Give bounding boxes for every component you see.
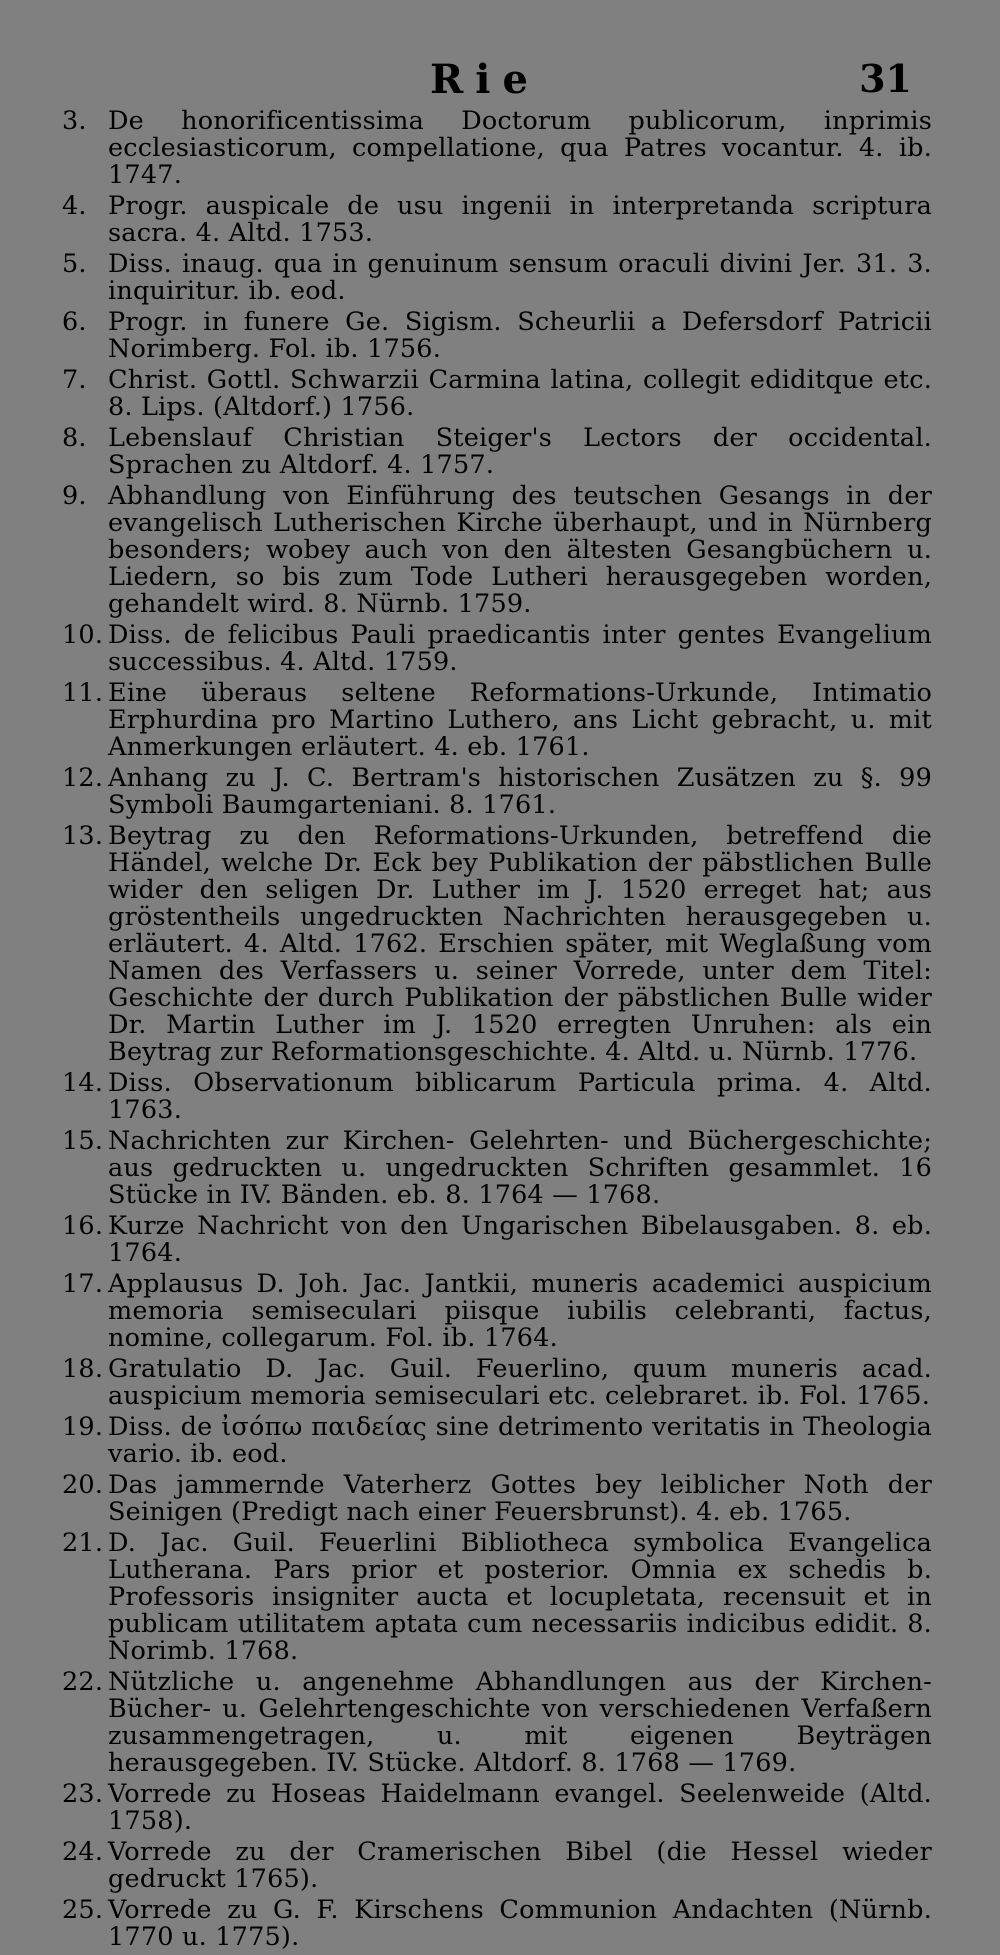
entry-text: Beytrag zu den Reformations-Urkunden, betreffend die Händel, welche Dr. Eck bey Publikation der päbstlichen Bulle wider den seligen Dr. Luther im J. 1520 erreget hat; aus gröstentheils ungedruckten Nachrichten herausgegeben u. erläutert. 4. Altd. 1762. Erschien später, mit Weglaßung vom Namen des Verfassers u. seiner Vorrede, unter dem Titel: Geschichte der durch Publikation der päbstlichen Bulle wider Dr. Martin Luther im J. 1520 erregten Unruhen: als ein Beytrag zur Reformationsgeschichte. 4. Altd. u. Nürnb. 1776. (108, 821, 932, 1067)
entry-number: 6. (62, 307, 87, 337)
entry-number: 9. (62, 481, 87, 511)
running-head: Rie (430, 56, 540, 103)
bibliography-entry (62, 1781, 932, 1835)
entry-text: Nachrichten zur Kirchen- Gelehrten- und Büchergeschichte; aus gedruckten u. ungedruckten Schriften gesammlet. 16 Stücke in IV. Bänden. eb. 8. 1764 — 1768. (108, 1126, 932, 1210)
entry-number: 17. (62, 1269, 104, 1299)
entry-text: Christ. Gottl. Schwarzii Carmina latina, collegit ediditque etc. 8. Lips. (Altdorf.) 1756. (108, 365, 932, 422)
bibliography-entry (62, 765, 932, 819)
entry-text: Kurze Nachricht von den Ungarischen Bibelausgaben. 8. eb. 1764. (108, 1211, 932, 1268)
entry-number: 21. (62, 1528, 104, 1558)
bibliography-entry (62, 483, 932, 618)
entry-text: Applausus D. Joh. Jac. Jantkii, muneris academici auspicium memoria semiseculari piisque iubilis celebranti, factus, nomine, collegarum. Fol. ib. 1764. (108, 1269, 932, 1353)
bibliography-entry (62, 251, 932, 305)
bibliography-entry (62, 425, 932, 479)
entry-number: 12. (62, 763, 104, 793)
entry-text: Progr. auspicale de usu ingenii in interpretanda scriptura sacra. 4. Altd. 1753. (108, 191, 932, 248)
bibliography-entry (62, 193, 932, 247)
bibliography-entry (62, 680, 932, 761)
entry-number: 22. (62, 1667, 104, 1697)
entry-text: Diss. de felicibus Pauli praedicantis inter gentes Evangelium successibus. 4. Altd. 1759. (108, 620, 932, 677)
bibliography-entry (62, 622, 932, 676)
entry-text: Lebenslauf Christian Steiger's Lectors der occidental. Sprachen zu Altdorf. 4. 1757. (108, 423, 932, 480)
bibliography-entry (62, 108, 932, 189)
bibliography-entry (62, 1070, 932, 1124)
entry-text: Diss. Observationum biblicarum Particula prima. 4. Altd. 1763. (108, 1068, 932, 1125)
entry-number: 20. (62, 1470, 104, 1500)
bibliography-entry (62, 1128, 932, 1209)
entry-text: Nützliche u. angenehme Abhandlungen aus der Kirchen-Bücher- u. Gelehrtengeschichte von verschiedenen Verfaßern zusammengetragen, u. mit eigenen Beyträgen herausgegeben. IV. Stücke. Altdorf. 8. 1768 — 1769. (108, 1667, 932, 1778)
bibliography-entry (62, 1213, 932, 1267)
entry-number: 7. (62, 365, 87, 395)
bibliography-entry (62, 1839, 932, 1893)
bibliography-entry (62, 1472, 932, 1526)
bibliography-entry (62, 367, 932, 421)
entry-number: 14. (62, 1068, 104, 1098)
bibliography-entry (62, 823, 932, 1066)
bibliography-entry (62, 1530, 932, 1665)
entry-text: Diss. de ἰσόπω παιδείας sine detrimento veritatis in Theologia vario. ib. eod. (108, 1412, 932, 1469)
entry-text: Vorrede zu Hoseas Haidelmann evangel. Seelenweide (Altd. 1758). (108, 1779, 932, 1836)
entry-text: Abhandlung von Einführung des teutschen Gesangs in der evangelisch Lutherischen Kirche überhaupt, und in Nürnberg besonders; wobey auch von den ältesten Gesangbüchern u. Liedern, so bis zum Tode Lutheri herausgegeben worden, gehandelt wird. 8. Nürnb. 1759. (108, 481, 932, 619)
bibliography-entry (62, 1356, 932, 1410)
entry-text: D. Jac. Guil. Feuerlini Bibliotheca symbolica Evangelica Lutherana. Pars prior et posterior. Omnia ex schedis b. Professoris insigniter aucta et locupletata, recensuit et in publicam utilitatem aptata cum necessariis indicibus edidit. 8. Norimb. 1768. (108, 1528, 932, 1666)
entry-number: 8. (62, 423, 87, 453)
entry-text: Eine überaus seltene Reformations-Urkunde, Intimatio Erphurdina pro Martino Luthero, ans Licht gebracht, u. mit Anmerkungen erläutert. 4. eb. 1761. (108, 678, 932, 762)
page-header (0, 56, 1000, 106)
entry-number: 13. (62, 821, 104, 851)
entry-text: Gratulatio D. Jac. Guil. Feuerlino, quum muneris acad. auspicium memoria semiseculari etc. celebraret. ib. Fol. 1765. (108, 1354, 932, 1411)
entry-number: 5. (62, 249, 87, 279)
entry-text: Vorrede zu G. F. Kirschens Communion Andachten (Nürnb. 1770 u. 1775). (108, 1895, 932, 1952)
bibliography-list (62, 108, 932, 1955)
bibliography-entry (62, 1271, 932, 1352)
entry-text: Das jammernde Vaterherz Gottes bey leiblicher Noth der Seinigen (Predigt nach einer Feuersbrunst). 4. eb. 1765. (108, 1470, 932, 1527)
entry-number: 25. (62, 1895, 104, 1925)
entry-number: 16. (62, 1211, 104, 1241)
bibliography-entry (62, 1897, 932, 1951)
entry-number: 23. (62, 1779, 104, 1809)
bibliography-entry (62, 1414, 932, 1468)
entry-number: 11. (62, 678, 104, 708)
entry-number: 4. (62, 191, 87, 221)
entry-text: Vorrede zu der Cramerischen Bibel (die Hessel wieder gedruckt 1765). (108, 1837, 932, 1894)
page-number: 31 (859, 56, 912, 101)
entry-text: Anhang zu J. C. Bertram's historischen Zusätzen zu §. 99 Symboli Baumgarteniani. 8. 1761. (108, 763, 932, 820)
bibliography-entry (62, 1669, 932, 1777)
entry-text: Progr. in funere Ge. Sigism. Scheurlii a Defersdorf Patricii Norimberg. Fol. ib. 1756. (108, 307, 932, 364)
entry-text: Diss. inaug. qua in genuinum sensum oraculi divini Jer. 31. 3. inquiritur. ib. eod. (108, 249, 932, 306)
entry-number: 15. (62, 1126, 104, 1156)
entry-number: 19. (62, 1412, 104, 1442)
entry-number: 18. (62, 1354, 104, 1384)
entry-number: 10. (62, 620, 104, 650)
bibliography-entry (62, 309, 932, 363)
entry-number: 3. (62, 106, 87, 136)
entry-text: De honorificentissima Doctorum publicorum, inprimis ecclesiasticorum, compellatione, qua Patres vocantur. 4. ib. 1747. (108, 106, 932, 190)
entry-number: 24. (62, 1837, 104, 1867)
